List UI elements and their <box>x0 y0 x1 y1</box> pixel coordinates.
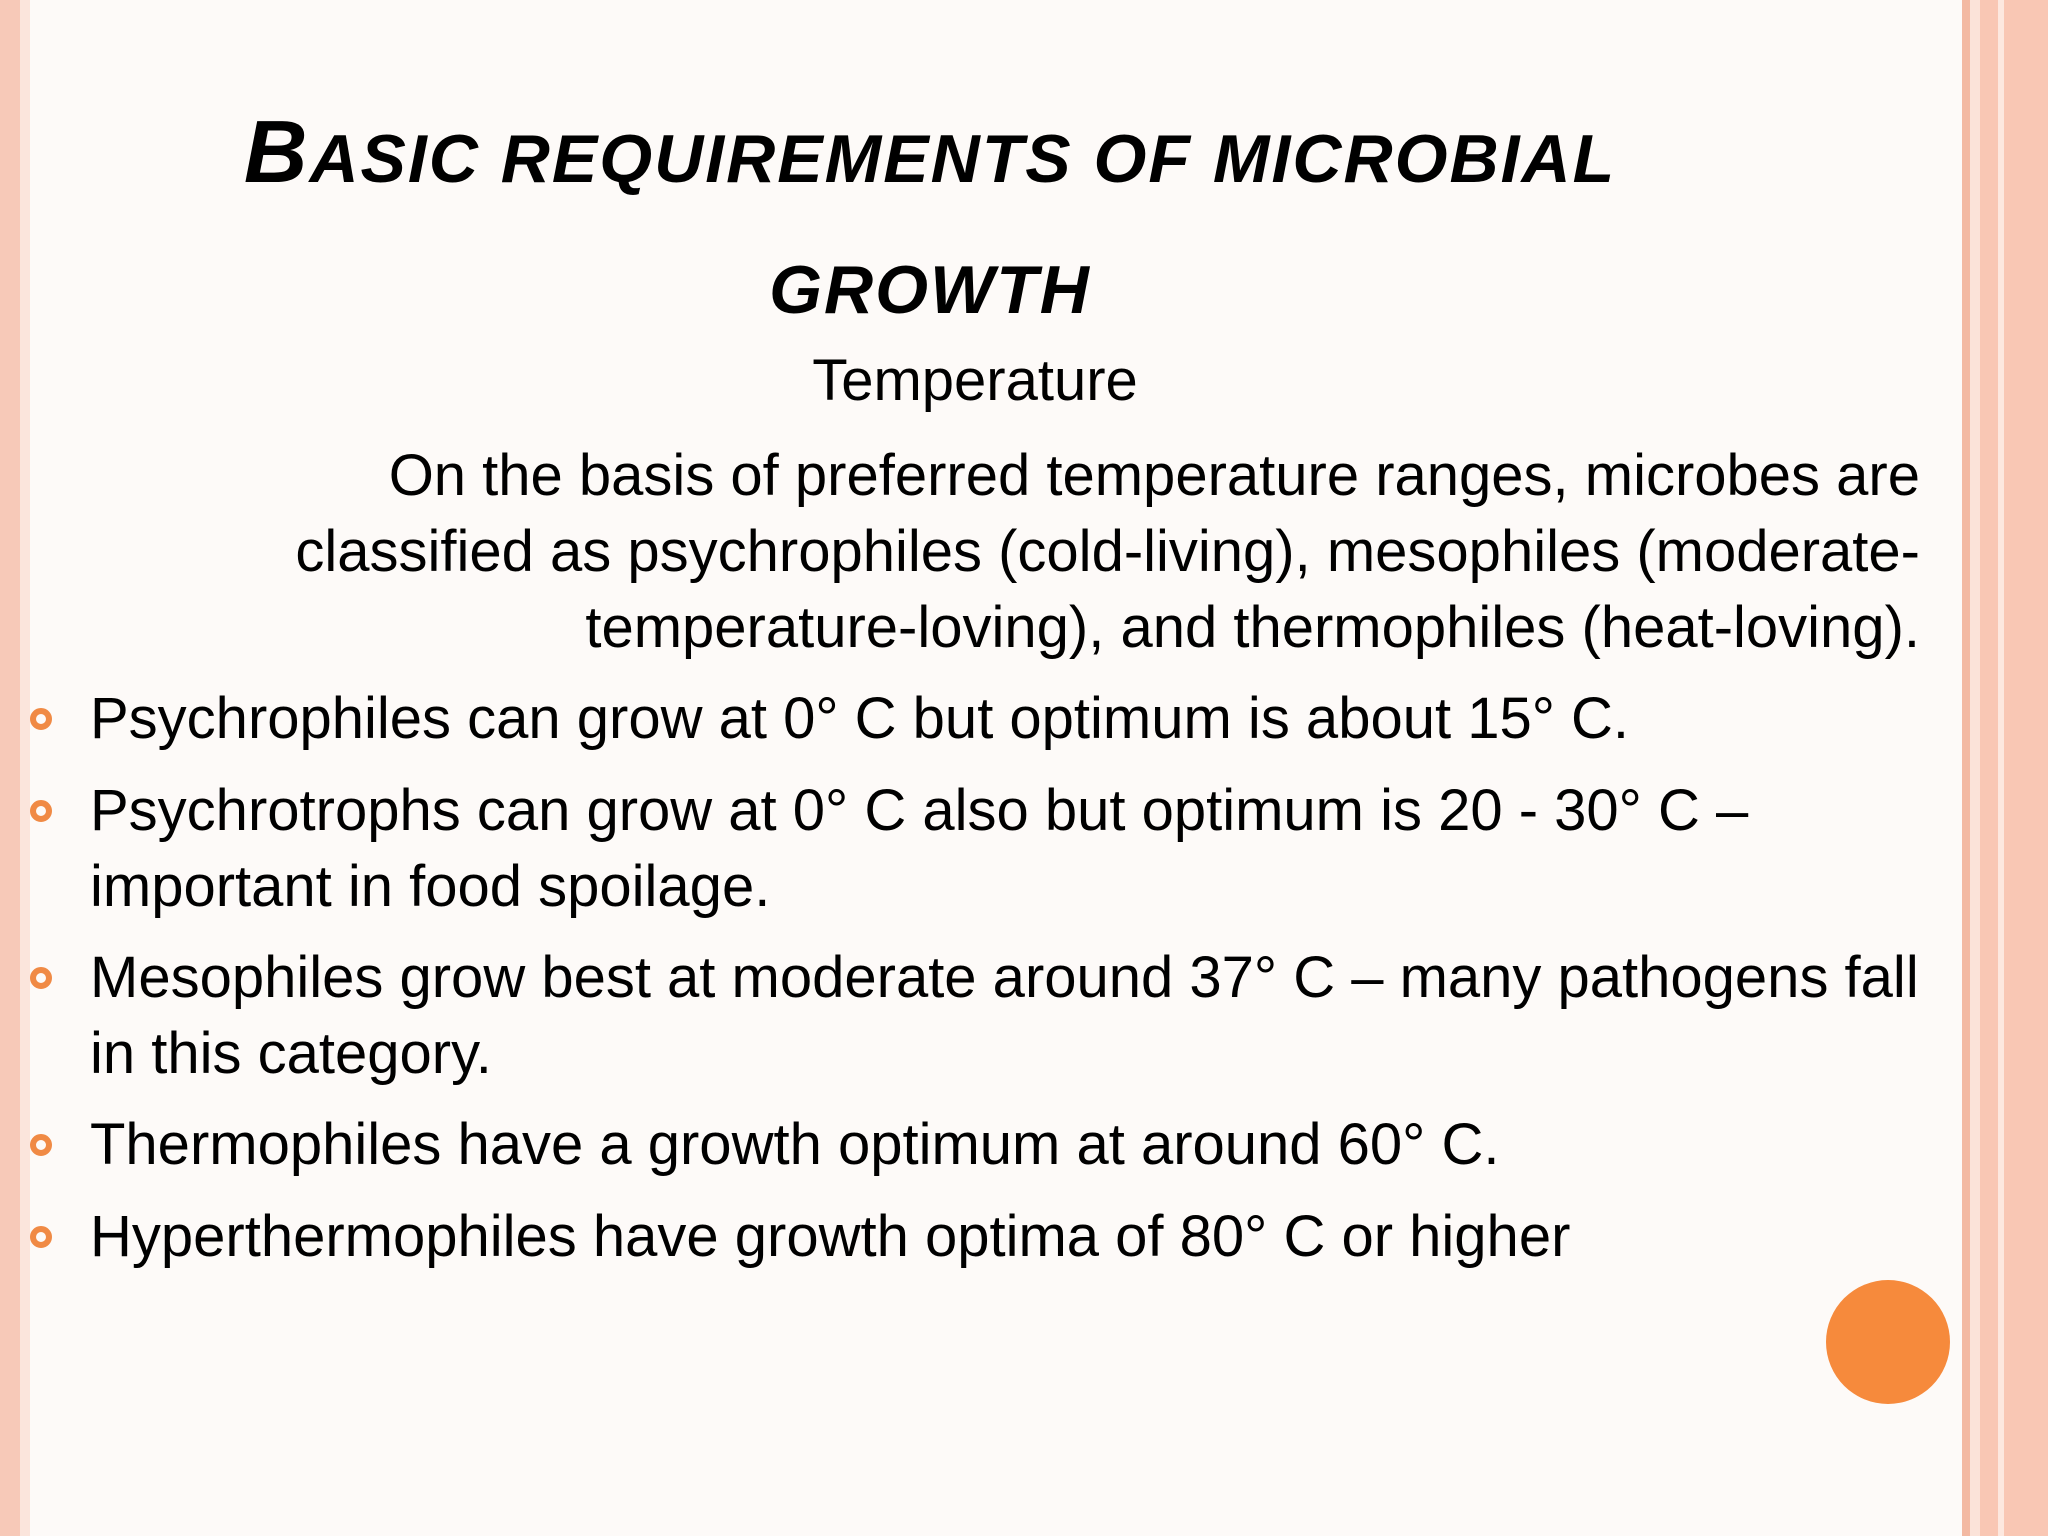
bullet-ring-icon <box>30 1134 52 1156</box>
left-border-stripe <box>0 0 20 1536</box>
bullet-text: Psychrophiles can grow at 0° C but optimum is about 15° C. <box>90 686 1630 751</box>
bullet-text: Hyperthermophiles have growth optima of 80° C or higher <box>90 1204 1571 1269</box>
bullet-text: Psychrotrophs can grow at 0° C also but optimum is 20 - 30° C – important in food spoilage. <box>90 778 1749 919</box>
bullet-ring-icon <box>30 967 52 989</box>
bullet-ring-icon <box>30 708 52 730</box>
title-first-letter: B <box>243 102 310 201</box>
bullet-ring-icon <box>30 800 52 822</box>
bullet-ring-icon <box>30 1226 52 1248</box>
left-border-stripe-light <box>20 0 30 1536</box>
right-border-stripe-thin <box>1962 0 1970 1536</box>
right-border-stripe-highlight <box>1998 0 2004 1536</box>
slide-subheading: Temperature <box>812 348 1138 413</box>
orange-circle-decoration <box>1826 1280 1950 1404</box>
intro-paragraph: On the basis of preferred temperature ranges, microbes are classified as psychrophiles (cold-living), mesophiles (moderate-temperature-loving), and thermophiles (heat-loving). <box>295 443 1920 660</box>
bullet-text: Mesophiles grow best at moderate around 37° C – many pathogens fall in this category. <box>90 945 1919 1086</box>
right-border-stripe-light <box>1970 0 1980 1536</box>
title-rest: ASIC REQUIREMENTS OF MICROBIAL GROWTH <box>309 121 1617 328</box>
right-border-stripe <box>1980 0 2048 1536</box>
bullet-text: Thermophiles have a growth optimum at around 60° C. <box>90 1112 1500 1177</box>
slide-title <box>160 96 1700 365</box>
